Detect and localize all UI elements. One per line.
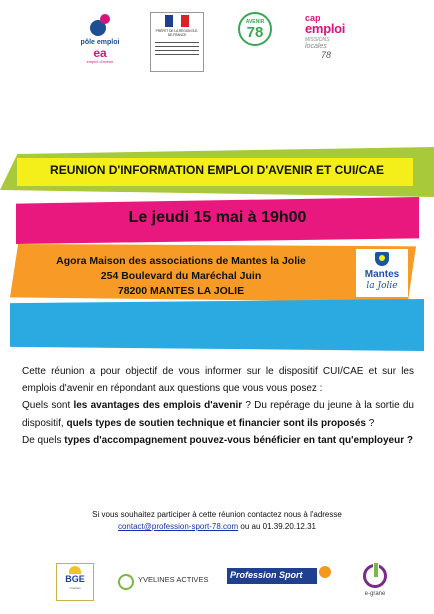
bge-sub: Yvelines [69, 586, 81, 590]
p2-bold-a: les avantages des emplois d'avenir [73, 400, 243, 412]
contact-line-1: Si vous souhaitez participer à cette réunion contactez nous à l'adresse [92, 510, 342, 519]
profession-sport-logo [227, 568, 317, 584]
event-date: Le jeudi 15 mai à 19h00 [128, 209, 307, 226]
p3-bold-a: types d'accompagnement pouvez-vous bénéficier en tant qu'employeur ? [64, 434, 413, 446]
emploi-avenir-sub: emploi d'avenir [86, 59, 114, 64]
french-flag-icon [165, 15, 189, 27]
p3-text-a: De quels [22, 434, 65, 446]
p2-text-a: Quels sont [22, 400, 74, 412]
contact-info [30, 509, 404, 533]
yvelines-actives-logo [118, 572, 208, 602]
event-address [20, 254, 342, 299]
cap-emploi-emploi: emploi [305, 21, 346, 36]
mantes-sub: la Jolie [366, 281, 398, 291]
missions-locales-l2: locales [305, 43, 327, 50]
body-paragraph-2 [22, 397, 414, 431]
yvelines-ring-icon [118, 574, 134, 590]
avenir78-logo [238, 12, 272, 52]
event-title: REUNION D'INFORMATION EMPLOI D'AVENIR ET CUI/CAE [50, 163, 384, 177]
cap-emploi-logo [305, 14, 361, 70]
bge-sun-icon [69, 566, 81, 574]
pole-emploi-icon [89, 14, 111, 36]
bge-logo [56, 563, 94, 601]
ball-icon [319, 566, 331, 578]
profession-sport-name: Profession Sport [230, 570, 303, 580]
address-line-3: 78200 MANTES LA JOLIE [117, 285, 245, 297]
contact-line-2 [30, 521, 404, 533]
prefecture-text-lines [155, 39, 199, 58]
address-line-1: Agora Maison des associations de Mantes la Jolie [56, 255, 306, 267]
power-bar-icon [373, 562, 379, 578]
cap-emploi-cap: cap [305, 13, 321, 23]
p2-text-c: ? [365, 417, 375, 429]
avenir78-circle-icon [238, 12, 272, 46]
avenir78-word: AVENIR [245, 19, 265, 25]
avenir78-number: 78 [246, 24, 264, 41]
contact-email-link[interactable]: contact@profession-sport-78.com [117, 522, 239, 531]
mantes-la-jolie-logo [356, 249, 408, 297]
egrane-logo [360, 562, 390, 604]
body-paragraph-3 [22, 432, 414, 449]
emploi-avenir-mark: ea [93, 46, 107, 60]
prefecture-title: PRÉFET DE LA RÉGION ÎLE-DE-FRANCE [155, 29, 199, 37]
p2-text-b: ? Du repérage du jeune à la sortie du dispositif, [22, 400, 414, 429]
egrane-name: e-grane [364, 591, 386, 597]
contact-phone: ou au 01.39.20.12.31 [238, 522, 317, 531]
blue-band [10, 299, 424, 351]
pole-emploi-name: pôle emploi [80, 39, 120, 46]
p2-bold-b: quels types de soutien technique et financier sont ils proposés [66, 417, 366, 429]
body-paragraph-1: Cette réunion a pour objectif de vous informer sur le dispositif CUI/CAE et sur les emplois d'avenir en répondant aux questions que vous vous posez : [22, 366, 414, 395]
yvelines-name: YVELINES ACTIVES [138, 575, 209, 584]
missions-locales-l3: 78 [321, 50, 332, 60]
bge-name: BGE [65, 574, 85, 584]
mantes-word: Mantes [364, 269, 400, 280]
body-text [22, 363, 414, 449]
prefecture-logo [150, 12, 204, 72]
address-line-2: 254 Boulevard du Maréchal Juin [100, 270, 262, 282]
mantes-shield-icon [375, 252, 389, 266]
missions-locales-l1: MISSIONS [305, 37, 330, 43]
pole-emploi-logo [74, 14, 126, 66]
